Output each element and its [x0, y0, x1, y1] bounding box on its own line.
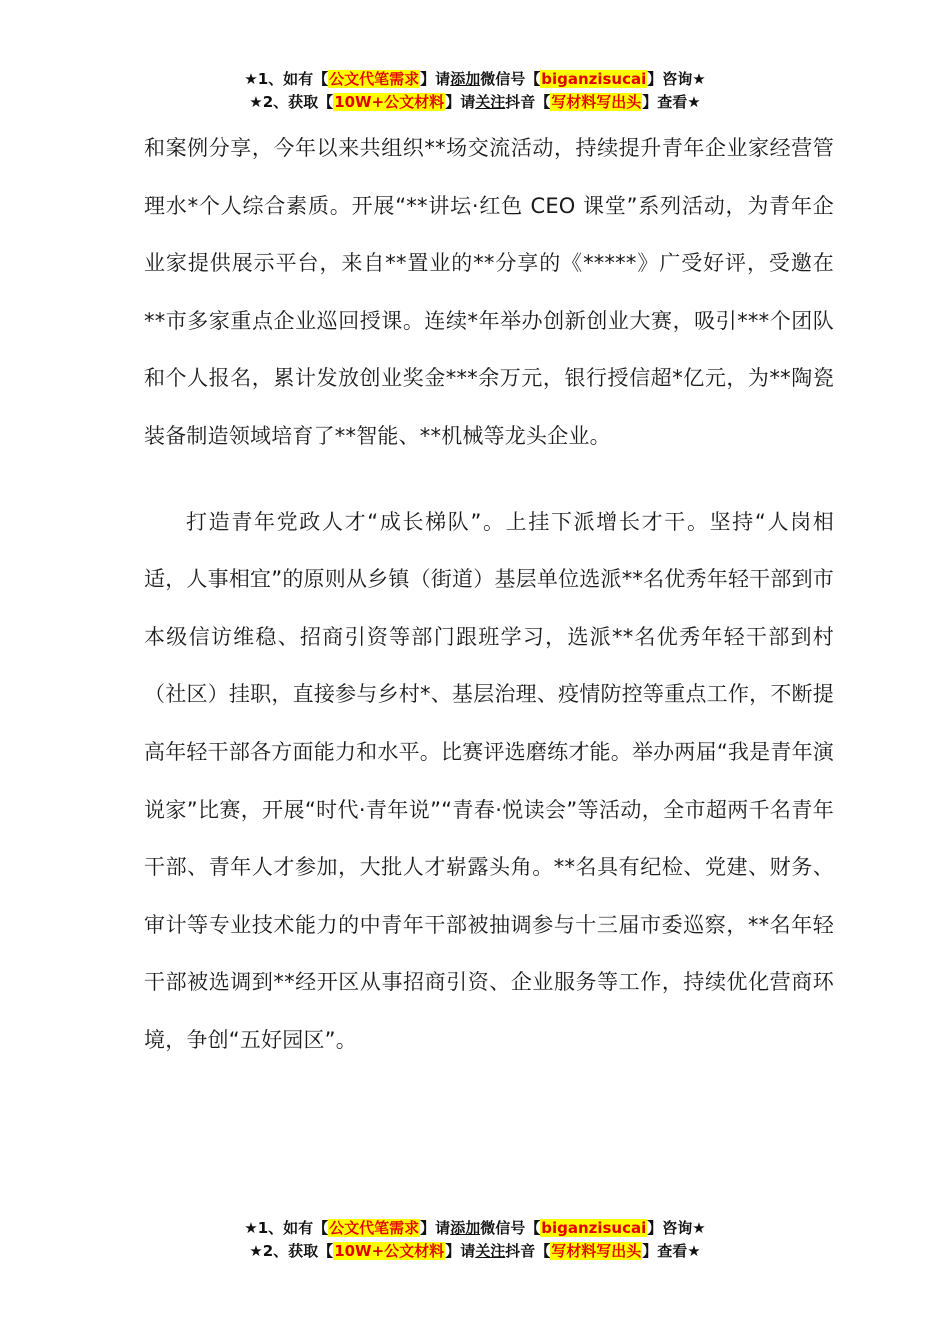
banner-text: 微信号【	[480, 70, 541, 88]
banner-text: 】请	[445, 93, 476, 111]
banner-text: 微信号【	[480, 1219, 541, 1237]
banner-text: ★2、获取【	[249, 93, 334, 111]
banner-line-2	[0, 1240, 950, 1263]
banner-highlight: 写材料写出头	[551, 1242, 642, 1260]
banner-text: 】查看★	[642, 1242, 701, 1260]
banner-line-1	[0, 68, 950, 91]
body-paragraph: 打造青年党政人才“成长梯队”。上挂下派增长才干。坚持“人岗相适，人事相宜”的原则从乡镇（街道）基层单位选派**名优秀年轻干部到市本级信访维稳、招商引资等部门跟班学习，选派**名优秀年轻干部到村（社区）挂职，直接参与乡村*、基层治理、疫情防控等重点工作，不断提高年轻干部各方面能力和水平。比赛评选磨练才能。举办两届“我是青年演说家”比赛，开展“时代·青年说”“青春·悦读会”等活动，全市超两千名青年干部、青年人才参加，大批人才崭露头角。**名具有纪检、党建、财务、审计等专业技术能力的中青年干部被抽调参与十三届市委巡察，**名年轻干部被选调到**经开区从事招商引资、企业服务等工作，持续优化营商环境，争创“五好园区”。	[144, 509, 834, 1052]
banner-highlight: biganzisucai	[541, 70, 647, 88]
banner-underline: 添加	[450, 1219, 481, 1237]
footer-banner	[0, 1217, 950, 1263]
banner-text: 】请	[420, 70, 451, 88]
header-banner	[0, 68, 950, 114]
banner-text: 】咨询★	[647, 70, 706, 88]
banner-underline: 关注	[475, 93, 506, 111]
banner-text: ★1、如有【	[244, 1219, 329, 1237]
banner-text: ★1、如有【	[244, 70, 329, 88]
banner-text: 】请	[420, 1219, 451, 1237]
banner-highlight: 公文代笔需求	[329, 70, 420, 88]
banner-text: 】查看★	[642, 93, 701, 111]
banner-highlight: 10W+公文材料	[334, 93, 445, 111]
banner-highlight: 写材料写出头	[551, 93, 642, 111]
banner-highlight: 10W+公文材料	[334, 1242, 445, 1260]
banner-highlight: biganzisucai	[541, 1219, 647, 1237]
banner-text: 抖音【	[505, 93, 551, 111]
banner-text: 】咨询★	[647, 1219, 706, 1237]
banner-line-2	[0, 91, 950, 114]
body-paragraph: 和案例分享，今年以来共组织**场交流活动，持续提升青年企业家经营管理水*个人综合素质。开展“**讲坛·红色 CEO 课堂”系列活动，为青年企业家提供展示平台，来自**置业的**分享的《*****》广受好评，受邀在**市多家重点企业巡回授课。连续*年举办创新创业大赛，吸引***个团队和个人报名，累计发放创业奖金***余万元，银行授信超*亿元，为**陶瓷装备制造领域培育了**智能、**机械等龙头企业。	[144, 136, 834, 448]
banner-underline: 添加	[450, 70, 481, 88]
banner-highlight: 公文代笔需求	[329, 1219, 420, 1237]
banner-text: ★2、获取【	[249, 1242, 334, 1260]
document-body	[144, 120, 834, 1070]
banner-underline: 关注	[475, 1242, 506, 1260]
banner-text: 抖音【	[505, 1242, 551, 1260]
banner-text: 】请	[445, 1242, 476, 1260]
banner-line-1	[0, 1217, 950, 1240]
